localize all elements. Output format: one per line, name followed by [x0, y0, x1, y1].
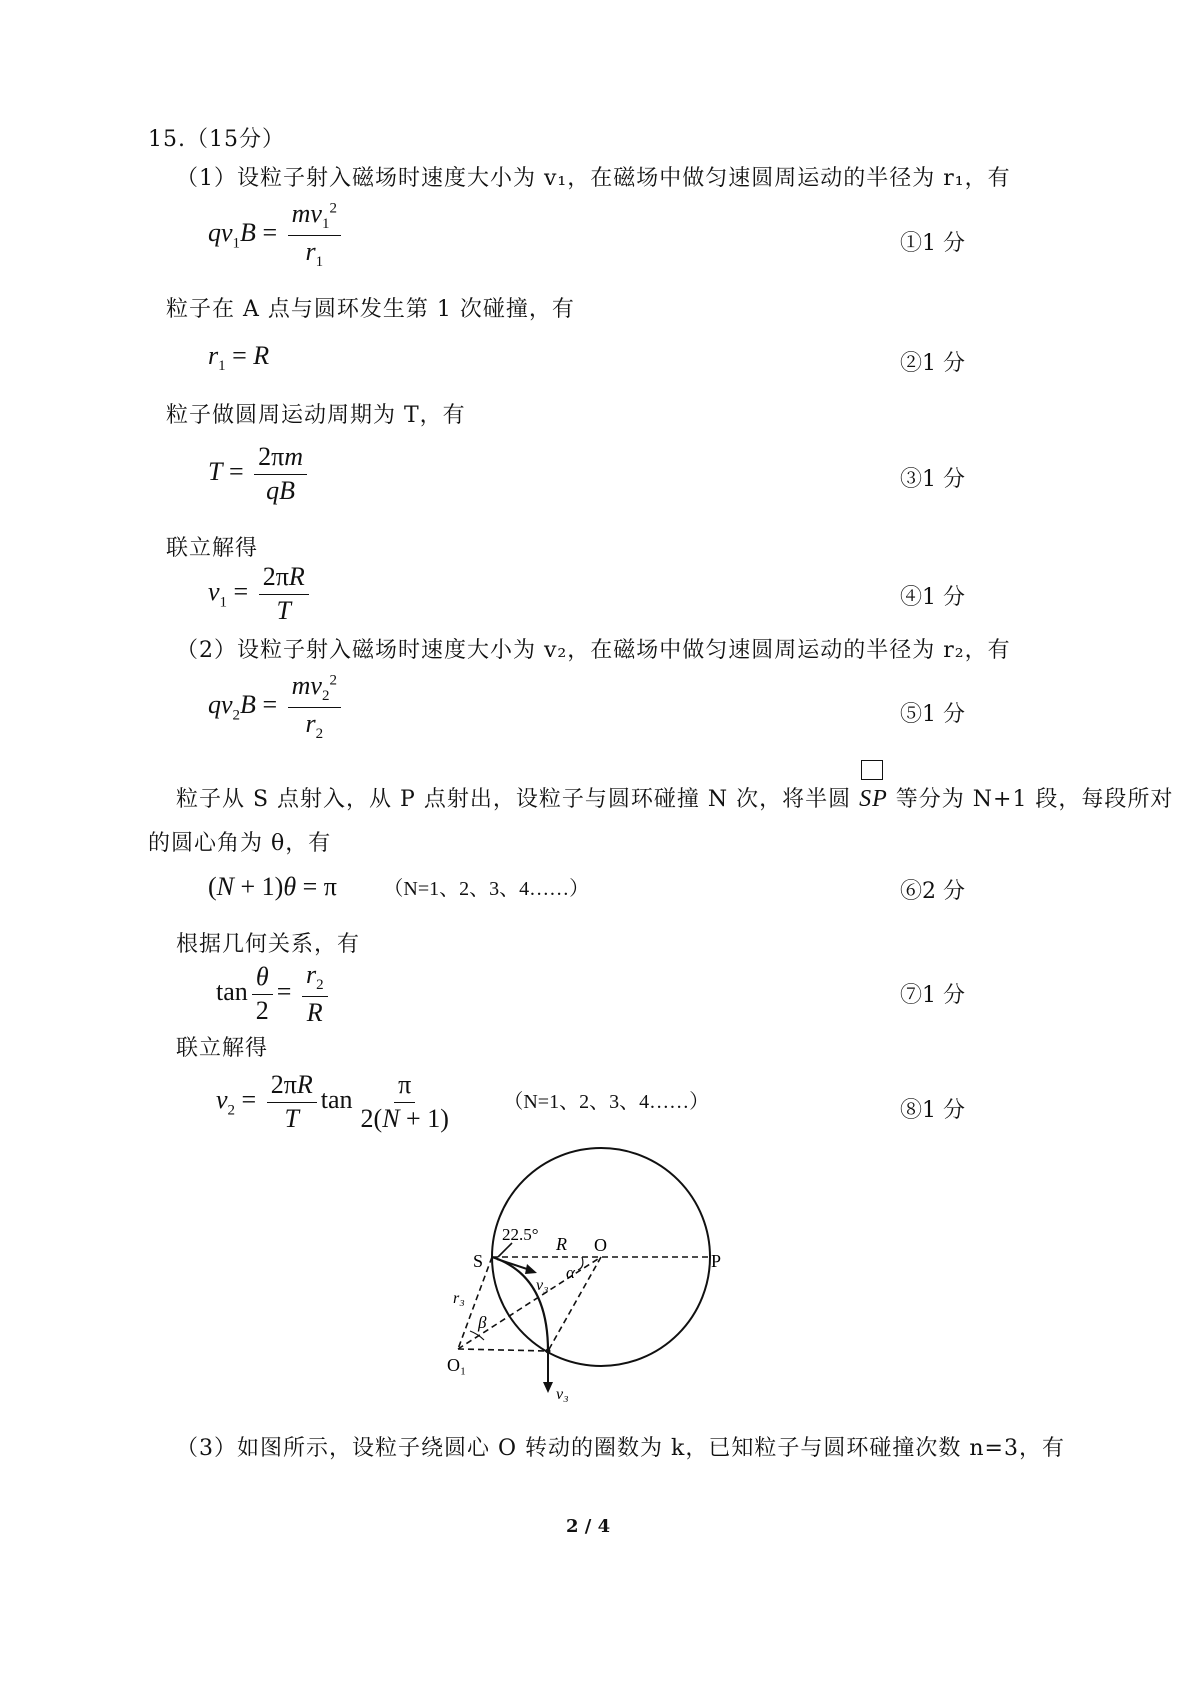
equation-6: (N + 1)θ = π （N=1、2、3、4……）	[208, 872, 590, 901]
part1-intro: （1）设粒子射入磁场时速度大小为 v₁，在磁场中做匀速圆周运动的半径为 r₁，有	[176, 166, 1011, 191]
equation-4: $v_1$ = $\frac{2\pi R}{T}$	[208, 563, 313, 625]
score-4: ④1 分	[900, 585, 965, 610]
equation-2: $r_1 = R$	[208, 341, 270, 375]
arc-sp: SP	[859, 786, 888, 813]
o1-bottom-line	[458, 1349, 548, 1351]
part2-paragraph	[176, 782, 1173, 813]
part1-step2: 粒子做圆周运动周期为 T，有	[166, 403, 466, 428]
equation-5: $qv_2B$ = $\frac{mv_2^2}{r_2}$	[208, 672, 345, 742]
part2-para-a: 粒子从 S 点射入，从 P 点射出，设粒子与圆环碰撞 N 次，将半圆	[176, 787, 852, 812]
alpha-arc	[578, 1257, 583, 1270]
part2-intro: （2）设粒子射入磁场时速度大小为 v₂，在磁场中做匀速圆周运动的半径为 r₂，有	[176, 638, 1011, 663]
part1-step1: 粒子在 A 点与圆环发生第 1 次碰撞，有	[166, 297, 575, 322]
question-number: 15.（15分）	[148, 127, 285, 152]
condition-2: （N=1、2、3、4……）	[503, 1091, 710, 1114]
label-v3-inner: v₃	[536, 1277, 549, 1294]
label-beta: β	[478, 1313, 487, 1332]
score-7: ⑦1 分	[900, 983, 965, 1008]
arrowhead-down-icon	[543, 1382, 553, 1393]
score-2: ②1 分	[900, 351, 965, 376]
angle-pointer-line	[498, 1243, 512, 1257]
label-o1: O₁	[447, 1355, 467, 1375]
figure-diagram	[440, 1140, 780, 1415]
part2-para-c: 的圆心角为 θ，有	[148, 831, 332, 856]
label-alpha: α	[566, 1263, 575, 1282]
score-3: ③1 分	[900, 467, 965, 492]
label-s: S	[473, 1251, 484, 1271]
condition-1: （N=1、2、3、4……）	[383, 878, 590, 900]
score-6: ⑥2 分	[900, 879, 965, 904]
collision-point	[546, 1349, 551, 1354]
part1-solve: 联立解得	[166, 536, 259, 561]
score-1: ①1 分	[900, 231, 965, 256]
page-number: 2 / 4	[566, 1516, 611, 1537]
label-r: R	[556, 1234, 567, 1254]
score-8: ⑧1 分	[900, 1098, 965, 1123]
arc-symbol-icon	[861, 760, 883, 780]
part2-geometry: 根据几何关系，有	[176, 932, 361, 957]
beta-arc	[470, 1331, 484, 1340]
label-o: O	[594, 1235, 607, 1255]
particle-trajectory	[492, 1257, 548, 1351]
part2-para-b: 等分为 N+1 段，每段所对	[895, 787, 1174, 812]
equation-7: tan $\frac{\theta}{2}$ = $\frac{r_2}{R}$	[216, 961, 332, 1027]
part2-solve: 联立解得	[176, 1036, 269, 1061]
part3-text: （3）如图所示，设粒子绕圆心 O 转动的圈数为 k，已知粒子与圆环碰撞次数 n=3，有	[176, 1436, 1065, 1461]
arrowhead-icon	[525, 1264, 537, 1274]
equation-1: $qv_1B$ = $\frac{mv_1^2}{r_1}$	[208, 200, 345, 270]
equation-3: T = $\frac{2\pi m}{qB}$	[208, 443, 311, 505]
label-angle: 22.5°	[502, 1225, 539, 1244]
label-v3-outer: v₃	[556, 1386, 569, 1403]
label-p: P	[711, 1251, 722, 1271]
label-r3: r₃	[453, 1290, 465, 1307]
equation-8: $v_2$ = $\frac{2\pi R}{T}$ tan $\frac{\pi}{2(N + 1)}$ （N=1、2、3、4……）	[216, 1070, 710, 1133]
score-5: ⑤1 分	[900, 702, 965, 727]
